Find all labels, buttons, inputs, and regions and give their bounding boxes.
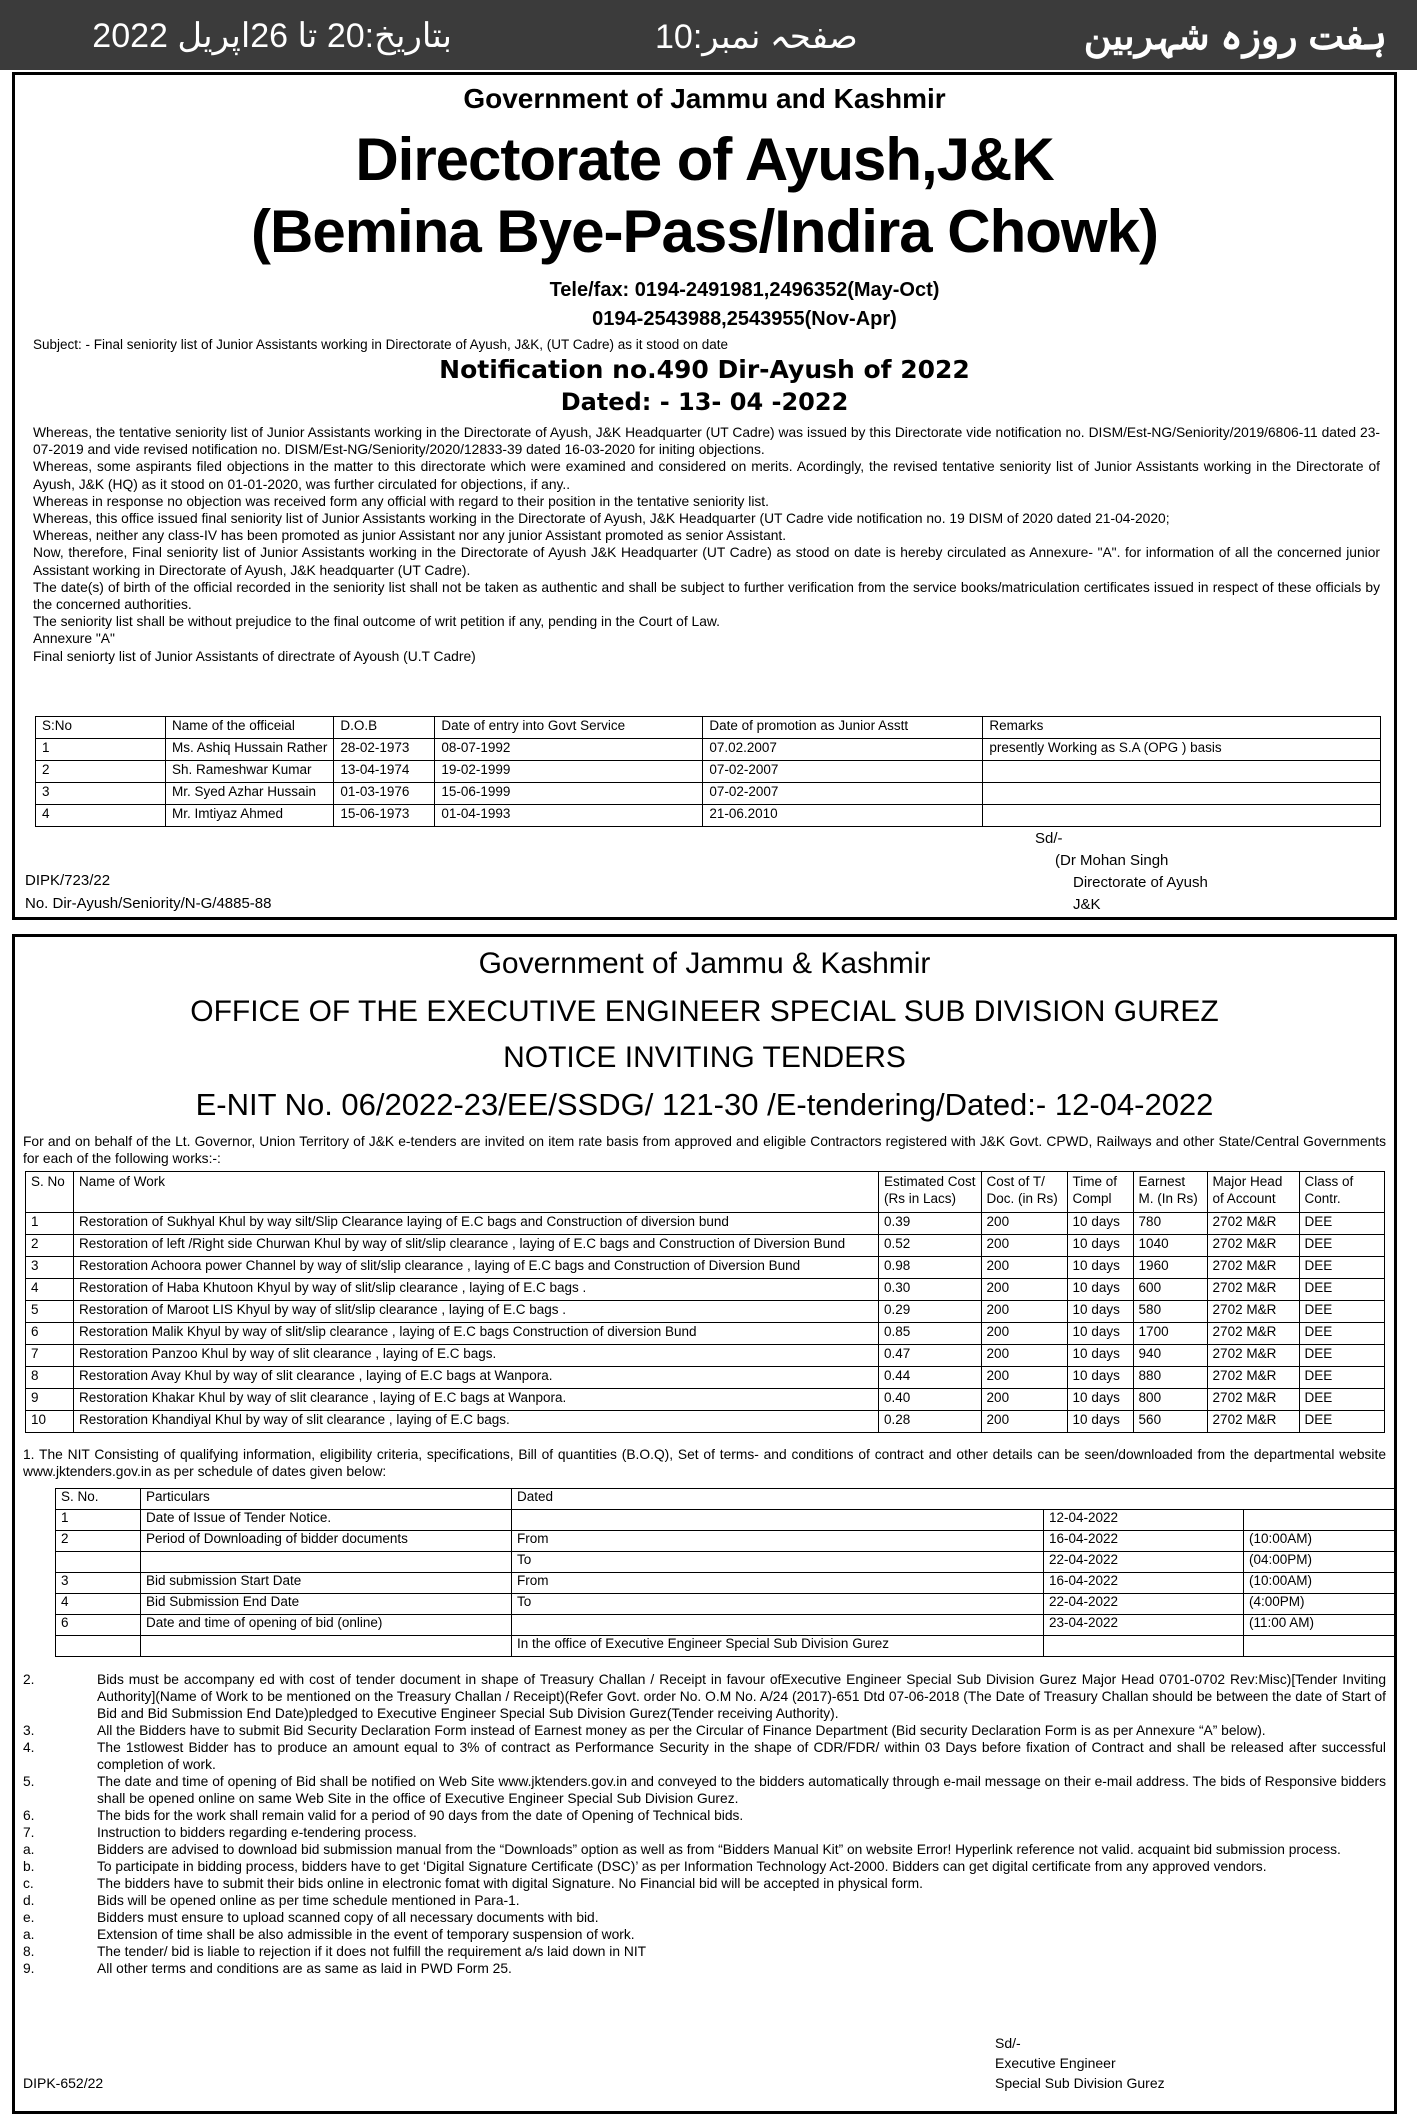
table-cell: To — [512, 1594, 1044, 1615]
table-cell: From — [512, 1531, 1044, 1552]
clause-text: All the Bidders have to submit Bid Security Declaration Form instead of Earnest money as per the Circular of Finance Department (Bid security Declaration Form is as per Annexure “A” below). — [97, 1723, 1266, 1738]
clause-text: The date and time of opening of Bid shall be notified on Web Site www.jktenders.gov.in and conveyed to the bidders automatically through e-mail message on their e-mail address. The bids of Responsive bidders shall be opened online on same Web Site in the office of Executive Engineer Special Sub Division Gurez. — [97, 1774, 1386, 1806]
notice1-paragraph: Whereas, neither any class-IV has been promoted as junior Assistant nor any junior Assistant promoted as senior Assistant. — [33, 528, 787, 544]
table-cell — [512, 1510, 1044, 1531]
clause-item — [23, 1722, 1386, 1739]
table-cell: presently Working as S.A (OPG ) basis — [983, 739, 1381, 761]
table-row — [26, 1367, 1385, 1389]
clause-text: The 1stlowest Bidder has to produce an amount equal to 3% of contract as Performance Security in the shape of CDR/FDR/ within 03 Days before fixation of Contract and shall be released after successful completion of work. — [97, 1740, 1386, 1772]
table-cell: Date of Issue of Tender Notice. — [141, 1510, 512, 1531]
notice1-dated: Dated: - 13- 04 -2022 — [560, 388, 849, 416]
table-cell: 10 days — [1067, 1389, 1133, 1411]
notice1-gov: Government of Jammu and Kashmir — [463, 83, 946, 114]
notice1-subject: Subject: - Final seniority list of Junior Assistants working in Directorate of Ayush, J&K, (UT Cadre) as it stood on date — [33, 337, 729, 352]
table-row — [26, 1301, 1385, 1323]
header-cell: S. No. — [56, 1489, 141, 1510]
notice1-paragraph: Now, therefore, Final seniority list of Junior Assistants working in the Directorate of Ayush J&K Headquarter (UT Cadre) as stood on date is hereby circulated as Annexure- "A". for information of all the concerned junior Assistant working in Directorate of Ayush, J&K headquarter (UT Cadre). — [33, 545, 1380, 578]
notice1-ref-number: No. Dir-Ayush/Seniority/N-G/4885-88 — [25, 895, 272, 912]
table-cell: DEE — [1299, 1301, 1384, 1323]
table-cell — [141, 1552, 512, 1573]
table-cell: (10:00AM) — [1244, 1531, 1395, 1552]
notice1-sig-sd: Sd/- — [1035, 830, 1063, 847]
table-row — [56, 1636, 1395, 1657]
table-cell: 10 days — [1067, 1279, 1133, 1301]
table-header-row — [26, 1172, 1385, 1213]
clause-text: Bids will be opened online as per time schedule mentioned in Para-1. — [97, 1893, 520, 1908]
masthead-page-number: صفحہ نمبر:10 — [655, 18, 858, 56]
header-cell: D.O.B — [334, 717, 435, 739]
table-cell: 1700 — [1133, 1323, 1207, 1345]
table-cell: 2702 M&R — [1207, 1345, 1299, 1367]
table-cell: 12-04-2022 — [1044, 1510, 1244, 1531]
notice1-paragraph: Whereas, this office issued final seniority list of Junior Assistants working in the Directorate of Ayush, J&K Headquarter (UT Cadre vide notification no. 19 DISM of 2020 dated 21-04-2020; — [33, 511, 1170, 527]
table-cell: 1 — [36, 739, 166, 761]
notice2-sig-office: Special Sub Division Gurez — [995, 2075, 1165, 2091]
table-cell: 2 — [26, 1235, 74, 1257]
table-cell: 0.52 — [879, 1235, 982, 1257]
table-cell: 1040 — [1133, 1235, 1207, 1257]
clause-item — [23, 1671, 1386, 1722]
clause-text: Instruction to bidders regarding e-tendering process. — [97, 1825, 417, 1840]
notice1-address: (Bemina Bye-Pass/Indira Chowk) — [251, 198, 1158, 265]
table-cell: 23-04-2022 — [1044, 1615, 1244, 1636]
table-row — [56, 1573, 1395, 1594]
table-cell: 580 — [1133, 1301, 1207, 1323]
table-cell: Restoration Achoora power Channel by way of slit/slip clearance , laying of E.C bags and Construction of Diversion Bund — [74, 1257, 879, 1279]
table-cell: Ms. Ashiq Hussain Rather — [166, 739, 334, 761]
ayush-notice — [12, 72, 1397, 920]
clause-number: 6. — [23, 1808, 35, 1823]
table-cell: 4 — [56, 1594, 141, 1615]
clause-item — [23, 1807, 1386, 1824]
table-row — [56, 1552, 1395, 1573]
table-cell: 200 — [981, 1389, 1067, 1411]
annexure-label: Annexure "A" — [33, 631, 115, 647]
table-cell: 200 — [981, 1257, 1067, 1279]
table-cell: 10 days — [1067, 1235, 1133, 1257]
table-cell: 2702 M&R — [1207, 1389, 1299, 1411]
clause-item — [23, 1841, 1386, 1858]
notice1-paragraph: Whereas, the tentative seniority list of Junior Assistants working in the Directorate of Ayush, J&K Headquarter (UT Cadre) was issued by this Directorate vide notification no. DISM/Est-NG/Seniority/2019/6806-11 dated 23-07-2019 and vide revised notification no. DISM/Est-NG/Seniority/2020/12833-39 dated 16-03-2020 for initing objections. — [33, 425, 1380, 458]
notice1-directorate: Directorate of Ayush,J&K — [355, 126, 1054, 193]
table-cell: DEE — [1299, 1345, 1384, 1367]
table-cell: 200 — [981, 1279, 1067, 1301]
table-cell: Bid Submission End Date — [141, 1594, 512, 1615]
table-cell: From — [512, 1573, 1044, 1594]
clause-item — [23, 1926, 1386, 1943]
header-cell: Particulars — [141, 1489, 512, 1510]
table-row — [56, 1594, 1395, 1615]
works-table — [25, 1171, 1385, 1433]
header-cell: Dated — [512, 1489, 1395, 1510]
table-cell: 22-04-2022 — [1044, 1594, 1244, 1615]
table-cell: Bid submission Start Date — [141, 1573, 512, 1594]
masthead-paper-name: ہفت روزہ شہربین — [1083, 16, 1387, 58]
notice1-paragraph: Whereas, some aspirants filed objections in the matter to this directorate which were examined and considered on merits. Acordingly, the revised tentative seniority list of Junior Assistants working in the Directorate of Ayush, J&K (HQ) as it stood on 01-01-2020, was further circulated for objections, if any.. — [33, 459, 1380, 492]
table-cell: 0.40 — [879, 1389, 982, 1411]
table-row — [26, 1279, 1385, 1301]
table-cell: 0.28 — [879, 1411, 982, 1433]
header-cell — [1207, 1172, 1299, 1213]
clause-number: d. — [23, 1893, 35, 1908]
table-cell: 6 — [56, 1615, 141, 1636]
table-cell: 2 — [36, 761, 166, 783]
table-cell: Mr. Imtiyaz Ahmed — [166, 805, 334, 827]
notice2-clauses — [23, 1671, 1386, 1977]
table-cell: 13-04-1974 — [334, 761, 435, 783]
table-cell: 780 — [1133, 1213, 1207, 1235]
table-row — [26, 1345, 1385, 1367]
table-cell — [56, 1552, 141, 1573]
table-cell: 15-06-1973 — [334, 805, 435, 827]
table-cell: 07-02-2007 — [703, 783, 983, 805]
header-cell-line: Major Head — [1212, 1174, 1283, 1189]
table-cell: 200 — [981, 1235, 1067, 1257]
table-cell: 0.85 — [879, 1323, 982, 1345]
table-cell: 07.02.2007 — [703, 739, 983, 761]
works-table-body — [26, 1213, 1385, 1433]
table-cell: 07-02-2007 — [703, 761, 983, 783]
table-row — [56, 1510, 1395, 1531]
table-row — [26, 1235, 1385, 1257]
table-cell: 16-04-2022 — [1044, 1573, 1244, 1594]
header-cell-line: Earnest — [1138, 1174, 1186, 1189]
table-cell: 200 — [981, 1411, 1067, 1433]
clause-number: 8. — [23, 1944, 35, 1959]
clause-text: Bidders are advised to download bid submission manual from the “Downloads” option as well as from “Bidders Manual Kit” on website Error! Hyperlink reference not valid. acquaint bid submission process. — [97, 1842, 1341, 1857]
table-cell — [1044, 1636, 1244, 1657]
clause-number: 7. — [23, 1825, 35, 1840]
table-cell: 200 — [981, 1345, 1067, 1367]
table-cell: 4 — [26, 1279, 74, 1301]
notice2-enit-number: E-NIT No. 06/2022-23/EE/SSDG/ 121-30 /E-tendering/Dated:- 12-04-2022 — [195, 1087, 1214, 1122]
header-cell — [1299, 1172, 1384, 1213]
table-cell: 0.47 — [879, 1345, 982, 1367]
table-cell: 10 days — [1067, 1345, 1133, 1367]
header-cell — [981, 1172, 1067, 1213]
table-cell: Restoration Panzoo Khul by way of slit clearance , laying of E.C bags. — [74, 1345, 879, 1367]
table-cell: 600 — [1133, 1279, 1207, 1301]
table-row — [36, 805, 1381, 827]
notice2-gov: Government of Jammu & Kashmir — [478, 947, 931, 980]
table-cell: DEE — [1299, 1367, 1384, 1389]
clause-text: To participate in bidding process, bidders have to get ‘Digital Signature Certificate (DSC)’ as per Information Technology Act-2000. Bidders can get digital certificate from any approved vendors. — [97, 1859, 1267, 1874]
header-cell: Remarks — [983, 717, 1381, 739]
table-cell: 0.39 — [879, 1213, 982, 1235]
seniority-list-title: Final seniorty list of Junior Assistants of directrate of Ayoush (U.T Cadre) — [33, 648, 476, 664]
table-cell: 200 — [981, 1213, 1067, 1235]
table-cell: Restoration Khakar Khul by way of slit clearance , laying of E.C bags at Wanpora. — [74, 1389, 879, 1411]
table-cell: 10 days — [1067, 1411, 1133, 1433]
table-cell: 2702 M&R — [1207, 1367, 1299, 1389]
table-cell: 0.44 — [879, 1367, 982, 1389]
header-cell-line: Estimated Cost — [884, 1174, 976, 1189]
table-cell: DEE — [1299, 1279, 1384, 1301]
header-cell-line: (Rs in Lacs) — [884, 1191, 957, 1206]
clause-number: 9. — [23, 1961, 35, 1976]
table-cell: 2702 M&R — [1207, 1411, 1299, 1433]
table-cell: DEE — [1299, 1235, 1384, 1257]
table-cell — [983, 761, 1381, 783]
header-cell: S. No — [26, 1172, 74, 1213]
table-cell: Restoration of Haba Khutoon Khyul by way of slit/slip clearance , laying of E.C bags . — [74, 1279, 879, 1301]
table-cell: DEE — [1299, 1389, 1384, 1411]
table-cell: 10 days — [1067, 1301, 1133, 1323]
table-cell: 2702 M&R — [1207, 1213, 1299, 1235]
table-cell: 16-04-2022 — [1044, 1531, 1244, 1552]
clause-text: All other terms and conditions are as same as laid in PWD Form 25. — [97, 1961, 512, 1976]
table-row — [36, 783, 1381, 805]
table-cell: 8 — [26, 1367, 74, 1389]
clause-number: 4. — [23, 1740, 35, 1755]
table-cell: (04:00PM) — [1244, 1552, 1395, 1573]
notice2-nit-title: NOTICE INVITING TENDERS — [503, 1041, 906, 1074]
table-cell: 0.29 — [879, 1301, 982, 1323]
schedule-table — [55, 1488, 1395, 1657]
clause-item — [23, 1875, 1386, 1892]
clause-number: 5. — [23, 1774, 35, 1789]
notice2-dipk-ref: DIPK-652/22 — [23, 2075, 104, 2091]
table-cell: 2702 M&R — [1207, 1257, 1299, 1279]
clause-item — [23, 1858, 1386, 1875]
clause-item — [23, 1960, 1386, 1977]
clause-number: 3. — [23, 1723, 35, 1738]
clause-number: 2. — [23, 1672, 35, 1687]
table-cell: 2702 M&R — [1207, 1279, 1299, 1301]
clause-item — [23, 1943, 1386, 1960]
masthead-date: بتاریخ:20 تا 26اپریل 2022 — [92, 17, 452, 55]
clause-item — [23, 1739, 1386, 1773]
table-cell: 19-02-1999 — [435, 761, 703, 783]
header-cell-line: Doc. (in Rs) — [986, 1191, 1058, 1206]
notice1-paragraph: The seniority list shall be without prejudice to the final outcome of writ petition if any, pending in the Court of Law. — [33, 614, 720, 630]
notice1-dipk-ref: DIPK/723/22 — [25, 872, 111, 889]
table-cell: 2702 M&R — [1207, 1323, 1299, 1345]
notice2-para-1: 1. The NIT Consisting of qualifying information, eligibility criteria, specifications, Bill of quantities (B.O.Q), Set of terms- and conditions of contract and other details can be seen/downloaded from the departmental website www.jktenders.gov.in as per schedule of dates given below: — [23, 1447, 1386, 1479]
masthead-bar — [0, 0, 1417, 70]
table-cell: 08-07-1992 — [435, 739, 703, 761]
table-cell: 6 — [26, 1323, 74, 1345]
table-cell: 940 — [1133, 1345, 1207, 1367]
header-cell: Name of Work — [74, 1172, 879, 1213]
seniority-table — [35, 716, 1381, 827]
table-cell: Period of Downloading of bidder documents — [141, 1531, 512, 1552]
notice1-sig-place: J&K — [1073, 896, 1101, 913]
clause-number: e. — [23, 1910, 35, 1925]
notice2-intro: For and on behalf of the Lt. Governor, Union Territory of J&K e-tenders are invited on item rate basis from approved and eligible Contractors registered with J&K Govt. CPWD, Railways and other State/Central Governments for each of the following works:-: — [23, 1134, 1386, 1166]
table-cell: 15-06-1999 — [435, 783, 703, 805]
table-cell: DEE — [1299, 1257, 1384, 1279]
notice1-body — [33, 424, 1380, 665]
table-cell: Restoration Avay Khul by way of slit clearance , laying of E.C bags at Wanpora. — [74, 1367, 879, 1389]
table-cell: 3 — [36, 783, 166, 805]
table-cell — [56, 1636, 141, 1657]
table-cell: 01-04-1993 — [435, 805, 703, 827]
header-cell — [879, 1172, 982, 1213]
notice1-paragraph: The date(s) of birth of the official recorded in the seniority list shall not be taken as authentic and shall be subject to further verification from the service books/matriculation certificates issued in respect of these officials by the concerned authorities. — [33, 579, 1380, 613]
table-cell: 22-04-2022 — [1044, 1552, 1244, 1573]
table-cell: 10 — [26, 1411, 74, 1433]
table-row — [56, 1531, 1395, 1552]
table-cell: 800 — [1133, 1389, 1207, 1411]
table-cell: 2702 M&R — [1207, 1301, 1299, 1323]
table-cell: 01-03-1976 — [334, 783, 435, 805]
table-cell: 10 days — [1067, 1367, 1133, 1389]
notice1-notification: Notification no.490 Dir-Ayush of 2022 — [439, 355, 970, 384]
header-cell: S:No — [36, 717, 166, 739]
table-cell: 1 — [26, 1213, 74, 1235]
table-cell: 0.30 — [879, 1279, 982, 1301]
header-cell: Name of the officeial — [166, 717, 334, 739]
table-cell: 200 — [981, 1367, 1067, 1389]
table-row — [26, 1213, 1385, 1235]
notice2-sig-sd: Sd/- — [995, 2035, 1021, 2051]
table-cell: DEE — [1299, 1213, 1384, 1235]
table-cell — [1244, 1636, 1395, 1657]
header-cell-line: Contr. — [1304, 1191, 1341, 1206]
tender-notice — [12, 934, 1397, 2114]
clause-text: Extension of time shall be also admissible in the event of temporary suspension of work. — [97, 1927, 635, 1942]
table-cell: 3 — [56, 1573, 141, 1594]
table-cell: 2702 M&R — [1207, 1235, 1299, 1257]
clause-number: a. — [23, 1842, 35, 1857]
table-cell: 880 — [1133, 1367, 1207, 1389]
notice2-office: OFFICE OF THE EXECUTIVE ENGINEER SPECIAL SUB DIVISION GUREZ — [190, 995, 1219, 1028]
table-cell: In the office of Executive Engineer Special Sub Division Gurez — [512, 1636, 1044, 1657]
clause-item — [23, 1909, 1386, 1926]
clause-number: b. — [23, 1859, 35, 1874]
header-cell — [1067, 1172, 1133, 1213]
table-cell: DEE — [1299, 1411, 1384, 1433]
table-row — [26, 1257, 1385, 1279]
notice1-sig-designation: Directorate of Ayush — [1073, 874, 1208, 891]
table-cell: 0.98 — [879, 1257, 982, 1279]
table-cell: To — [512, 1552, 1044, 1573]
notice1-sig-name: (Dr Mohan Singh — [1055, 852, 1169, 869]
table-cell: 10 days — [1067, 1323, 1133, 1345]
table-cell — [1244, 1510, 1395, 1531]
header-cell-line: M. (In Rs) — [1138, 1191, 1198, 1206]
header-cell-line: Class of — [1304, 1174, 1354, 1189]
table-cell: 10 days — [1067, 1257, 1133, 1279]
table-cell: 2 — [56, 1531, 141, 1552]
table-cell: 5 — [26, 1301, 74, 1323]
table-cell: Restoration of Sukhyal Khul by way silt/Slip Clearance laying of E.C bags and Construction of diversion bund — [74, 1213, 879, 1235]
table-cell: 200 — [981, 1301, 1067, 1323]
clause-number: a. — [23, 1927, 35, 1942]
table-header-row — [56, 1489, 1395, 1510]
table-row — [26, 1323, 1385, 1345]
header-cell-line: Time of — [1072, 1174, 1118, 1189]
table-cell: 200 — [981, 1323, 1067, 1345]
table-cell: (11:00 AM) — [1244, 1615, 1395, 1636]
table-row — [26, 1411, 1385, 1433]
clause-text: The bidders have to submit their bids online in electronic fomat with digital Signature. No Financial bid will be accepted in physical form. — [97, 1876, 923, 1891]
table-cell: 560 — [1133, 1411, 1207, 1433]
table-cell: Restoration of Maroot LIS Khyul by way of slit/slip clearance , laying of E.C bags . — [74, 1301, 879, 1323]
table-cell: (4:00PM) — [1244, 1594, 1395, 1615]
table-cell — [512, 1615, 1044, 1636]
clause-text: The tender/ bid is liable to rejection if it does not fulfill the requirement a/s laid down in NIT — [97, 1944, 647, 1959]
clause-text: The bids for the work shall remain valid for a period of 90 days from the date of Opening of Technical bids. — [97, 1808, 744, 1823]
header-cell: Date of entry into Govt Service — [435, 717, 703, 739]
table-cell: Sh. Rameshwar Kumar — [166, 761, 334, 783]
table-cell: 4 — [36, 805, 166, 827]
table-row — [56, 1615, 1395, 1636]
table-cell — [983, 805, 1381, 827]
notice1-paragraph: Whereas in response no objection was received form any official with regard to their position in the tentative seniority list. — [33, 493, 769, 509]
notice1-tel2: 0194-2543988,2543955(Nov-Apr) — [592, 308, 897, 330]
table-cell: 21-06.2010 — [703, 805, 983, 827]
table-cell: (10:00AM) — [1244, 1573, 1395, 1594]
schedule-table-body — [56, 1510, 1395, 1657]
table-cell: DEE — [1299, 1323, 1384, 1345]
header-cell-line: Cost of T/ — [986, 1174, 1045, 1189]
table-cell: 9 — [26, 1389, 74, 1411]
table-cell: 28-02-1973 — [334, 739, 435, 761]
table-row — [36, 761, 1381, 783]
table-cell: 7 — [26, 1345, 74, 1367]
table-cell — [141, 1636, 512, 1657]
table-cell: 10 days — [1067, 1213, 1133, 1235]
table-cell: Restoration Khandiyal Khul by way of slit clearance , laying of E.C bags. — [74, 1411, 879, 1433]
table-header-row — [36, 717, 1381, 739]
clause-text: Bidders must ensure to upload scanned copy of all necessary documents with bid. — [97, 1910, 599, 1925]
table-cell: Restoration Malik Khyul by way of slit/slip clearance , laying of E.C bags Construction of diversion Bund — [74, 1323, 879, 1345]
table-cell — [983, 783, 1381, 805]
table-cell: Date and time of opening of bid (online) — [141, 1615, 512, 1636]
notice1-tel1: Tele/fax: 0194-2491981,2496352(May-Oct) — [549, 279, 940, 301]
table-cell: Restoration of left /Right side Churwan Khul by way of slit/slip clearance , laying of E.C bags and Construction of Diversion Bund — [74, 1235, 879, 1257]
header-cell: Date of promotion as Junior Asstt — [703, 717, 983, 739]
table-row — [26, 1389, 1385, 1411]
header-cell-line: Compl — [1072, 1191, 1112, 1206]
header-cell — [1133, 1172, 1207, 1213]
table-cell: 1 — [56, 1510, 141, 1531]
table-cell: Mr. Syed Azhar Hussain — [166, 783, 334, 805]
clause-text: Bids must be accompany ed with cost of tender document in shape of Treasury Challan / Receipt in favour ofExecutive Engineer Special Sub Division Gurez Major Head 0701-0702 Rev:Misc)[Tender Inviting Authority](Name of Work to be mentioned on the Treasury Challan / Receipt)(Refer Govt. order No. O.M No. A/24 (2017)-651 Dtd 07-06-2018 (The Date of Treasury Challan should be between the date of Start of Bid and Bid Submission End Date)pledged to Executive Engineer Special Sub Division Gurez(Tender receiving Authority). — [97, 1672, 1386, 1721]
notice2-sig-designation: Executive Engineer — [995, 2055, 1116, 2071]
table-cell: 3 — [26, 1257, 74, 1279]
clause-number: c. — [23, 1876, 34, 1891]
clause-item — [23, 1773, 1386, 1807]
header-cell-line: of Account — [1212, 1191, 1276, 1206]
clause-item — [23, 1824, 1386, 1841]
clause-item — [23, 1892, 1386, 1909]
table-cell: 1960 — [1133, 1257, 1207, 1279]
table-row — [36, 739, 1381, 761]
